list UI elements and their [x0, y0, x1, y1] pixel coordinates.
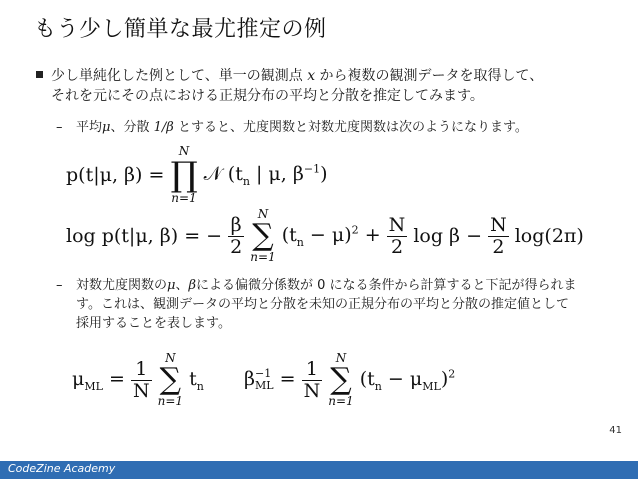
eq2-f1-num: β — [228, 215, 244, 237]
eq2-plus: + — [358, 223, 381, 246]
eq2-term — [281, 223, 381, 249]
product-symbol: ∏ — [170, 155, 198, 195]
eq3-equals: = — [102, 367, 125, 390]
eq4-frac — [302, 359, 323, 402]
log-likelihood-equation — [66, 208, 584, 264]
eq4-sum-operator — [328, 352, 353, 408]
eq4-equals: = — [273, 368, 296, 390]
eq1-rhs — [203, 162, 328, 188]
eq2-log-2pi: log(2π) — [514, 225, 584, 247]
eq3-t: t — [189, 367, 197, 390]
eq1-rhs-end: ) — [320, 162, 328, 185]
eq4-term — [359, 367, 456, 393]
sub1-text-a: 平均 — [76, 120, 103, 135]
mu-ml-equation — [72, 352, 204, 408]
sub1-text-b: 、分散 — [110, 120, 150, 135]
sub1-beta-inv: 1/β — [153, 120, 174, 135]
sub-bullet-2 — [58, 276, 618, 333]
sum-operator — [250, 208, 275, 264]
eq3-lhs — [72, 367, 125, 393]
eq3-mu: μ — [72, 367, 85, 390]
eq2-f2-den: 2 — [390, 235, 404, 258]
main-bullet — [36, 66, 616, 106]
beta-ml-equation — [244, 352, 455, 408]
eq4-beta-sub: ML — [254, 379, 274, 392]
eq4-upper: N — [335, 351, 347, 365]
eq2-term-a: (t — [281, 223, 297, 246]
eq4-term-b: − μ — [381, 367, 423, 390]
eq1-rhs-sup: −1 — [303, 162, 321, 176]
eq4-term-b-sub: ML — [422, 379, 441, 393]
sub2-beta: β — [188, 278, 196, 293]
eq3-mu-sub: ML — [84, 379, 103, 393]
eq4-lower: n=1 — [328, 394, 354, 408]
eq2-lhs: log p(t|μ, β) = − — [66, 225, 223, 247]
sub2-text-b: による偏微分係数が 0 になる条件から計算すると下記が得られま — [196, 278, 577, 293]
bullet-line-2: それを元にその点における正規分布の平均と分散を推定してみます。 — [51, 88, 484, 104]
eq4-term-a: (t — [359, 367, 375, 390]
sub2-line-2: す。これは、観測データの平均と分散を未知の正規分布の平均と分散の推定値として — [76, 297, 569, 312]
eq4-beta-sup: −1 — [254, 367, 272, 380]
sub1-text-c: とすると、尤度関数と対数尤度関数は次のようになります。 — [177, 120, 528, 135]
eq1-rhs-sub: n — [242, 174, 250, 188]
eq3-lower: n=1 — [157, 394, 184, 408]
eq4-f-den: N — [303, 379, 321, 402]
sub2-text-a: 対数尤度関数の — [76, 278, 168, 293]
eq2-lower: n=1 — [250, 250, 276, 264]
eq4-scripts — [255, 368, 274, 392]
page-number: 41 — [609, 425, 622, 436]
sub2-line-3: 採用することを表します。 — [76, 316, 231, 331]
eq3-term — [189, 367, 204, 393]
sub1-mu: μ — [102, 120, 111, 135]
square-bullet-icon — [36, 71, 43, 78]
eq3-f-num: 1 — [131, 359, 152, 381]
eq2-f3-den: 2 — [492, 235, 505, 258]
eq2-f2-num: N — [388, 213, 406, 236]
eq4-lhs — [244, 368, 296, 390]
eq2-frac-n-2-b — [488, 215, 509, 258]
eq2-f1-den: 2 — [230, 235, 243, 258]
eq1-upper: N — [178, 144, 190, 158]
eq2-frac-beta-2 — [228, 215, 244, 258]
sum-symbol: ∑ — [252, 218, 274, 253]
eq4-beta: β — [244, 368, 255, 390]
eq3-sum-symbol: ∑ — [159, 362, 182, 397]
eq3-upper: N — [165, 351, 176, 365]
eq1-lhs: p(t|μ, β) = — [66, 164, 165, 186]
eq3-sum-operator — [158, 352, 183, 408]
eq2-term-sup: 2 — [351, 223, 359, 237]
eq2-term-b: − μ) — [303, 223, 352, 246]
eq1-rhs-a: 𝒩 (t — [203, 162, 243, 185]
bullet-text-a: 少し単純化した例として、単一の観測点 — [51, 68, 303, 84]
eq2-upper: N — [257, 207, 269, 221]
eq1-lower: n=1 — [171, 191, 197, 205]
slide-title: もう少し簡単な最尤推定の例 — [34, 17, 327, 42]
dash-marker: – — [56, 120, 63, 135]
eq2-frac-n-2-a — [387, 215, 408, 258]
eq4-f-num: 1 — [302, 359, 323, 381]
eq3-frac — [131, 359, 152, 402]
eq4-term-sub: n — [374, 379, 382, 393]
var-x: x — [307, 68, 316, 84]
bullet-text-b: から複数の観測データを取得して、 — [319, 68, 544, 84]
eq4-sum-symbol: ∑ — [330, 362, 352, 397]
eq2-f3-num: N — [490, 213, 507, 236]
footer-brand: CodeZine Academy — [8, 462, 116, 475]
eq2-term-sub: n — [296, 235, 304, 249]
sub-bullet-1 — [58, 118, 618, 137]
dash-marker: – — [56, 278, 63, 293]
eq1-rhs-b: | μ, β — [249, 162, 304, 185]
eq2-log-beta: log β − — [413, 225, 483, 247]
eq4-term-end: ) — [440, 367, 449, 390]
sub2-sep: 、 — [175, 278, 189, 293]
eq4-term-sup: 2 — [448, 367, 456, 381]
eq3-t-sub: n — [196, 379, 204, 393]
likelihood-equation — [66, 145, 328, 205]
eq3-f-den: N — [132, 379, 150, 402]
product-operator — [170, 145, 197, 205]
sub2-mu: μ — [167, 278, 176, 293]
